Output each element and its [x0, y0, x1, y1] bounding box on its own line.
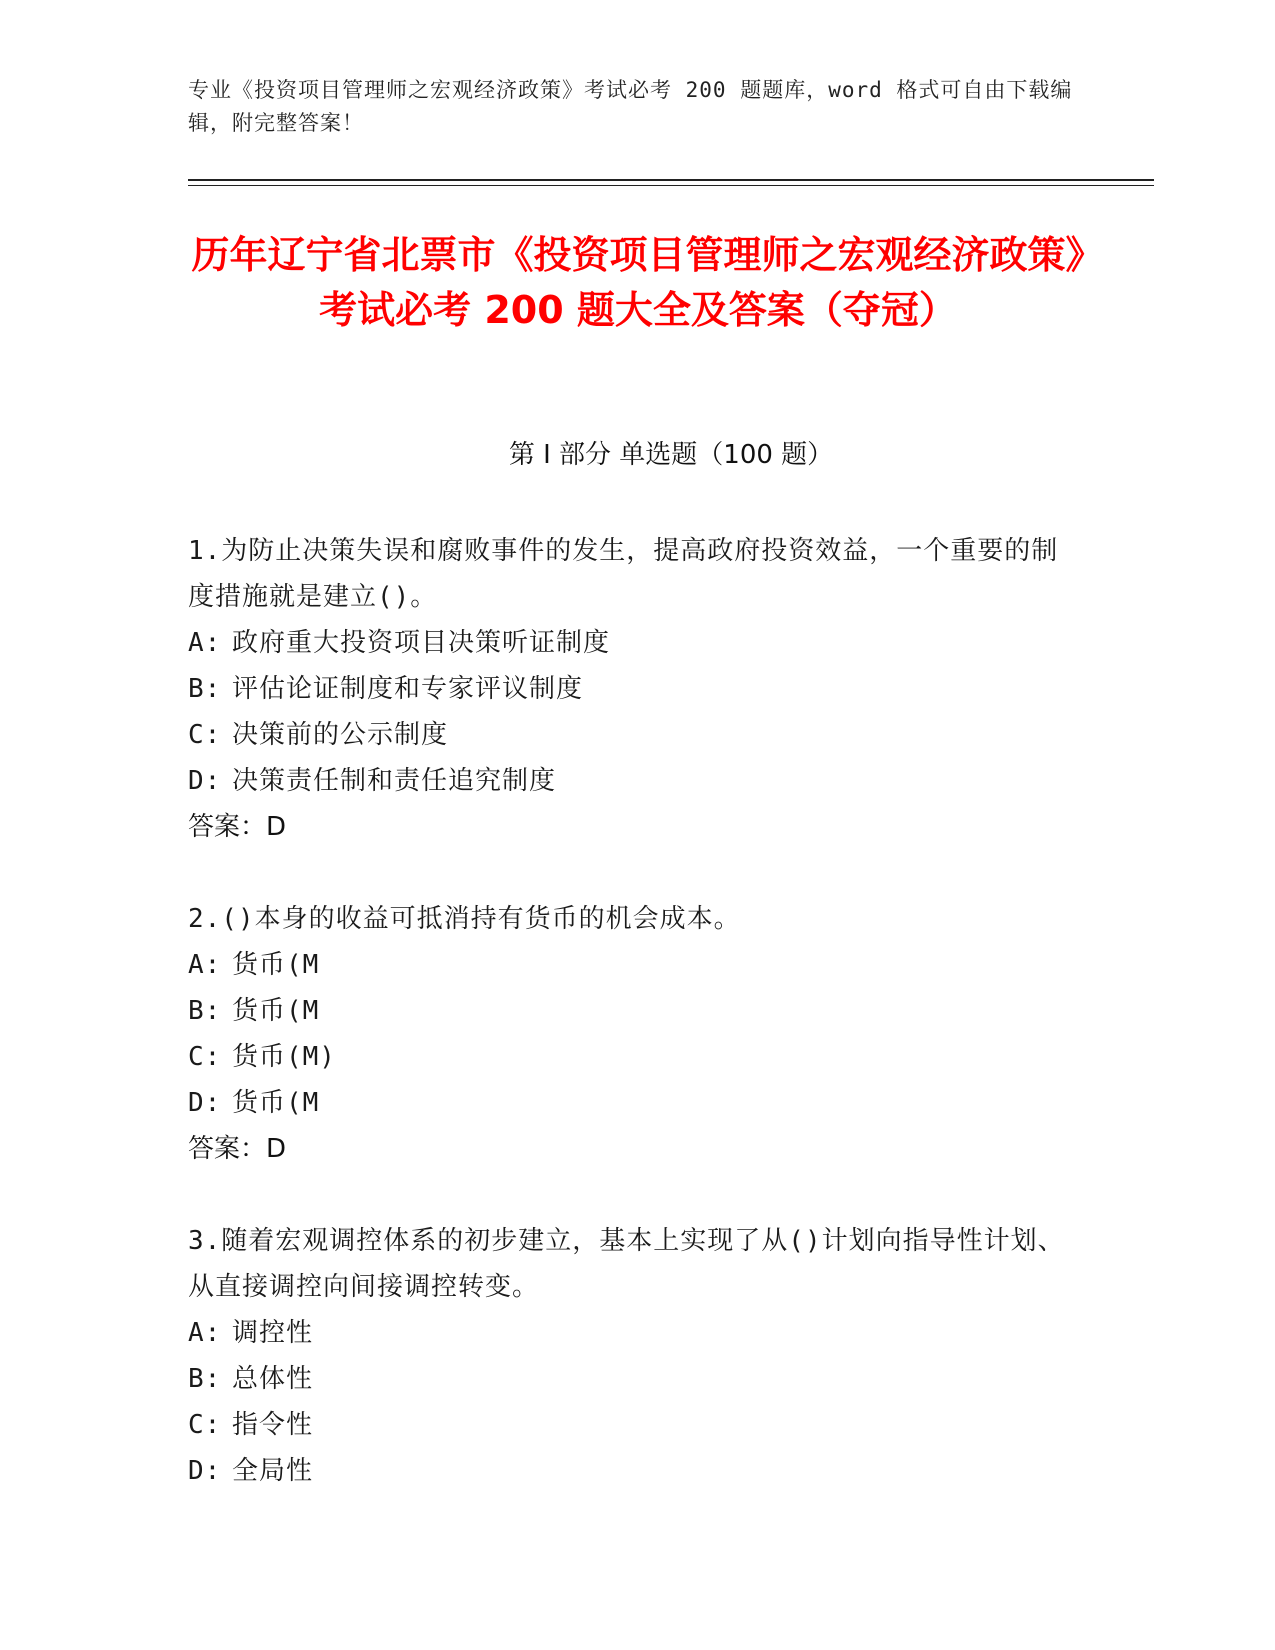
option-d	[188, 1080, 1068, 1126]
question-3	[188, 1218, 1068, 1494]
document-title: 历年辽宁省北票市《投资项目管理师之宏观经济政策》考试必考 200 题大全及答案（夺冠）	[191, 233, 1085, 332]
option-key: D:	[188, 1456, 222, 1486]
option-key: B:	[188, 996, 222, 1026]
option-key: B:	[188, 1364, 222, 1394]
option-key: D:	[188, 1088, 222, 1118]
option-text: 货币(M	[232, 996, 320, 1026]
option-a	[188, 1310, 1068, 1356]
option-c	[188, 1402, 1068, 1448]
option-key: B:	[188, 674, 222, 704]
option-c	[188, 1034, 1068, 1080]
option-text: 货币(M	[232, 950, 320, 980]
question-stem: 2.()本身的收益可抵消持有货币的机会成本。	[188, 904, 741, 934]
option-b	[188, 988, 1068, 1034]
question-1	[188, 528, 1068, 850]
option-key: A:	[188, 950, 222, 980]
question-stem: 1.为防止决策失误和腐败事件的发生，提高政府投资效益，一个重要的制度措施就是建立()。	[188, 536, 1059, 612]
option-text: 政府重大投资项目决策听证制度	[232, 628, 611, 658]
option-key: A:	[188, 1318, 222, 1348]
option-key: C:	[188, 720, 222, 750]
option-c	[188, 712, 1068, 758]
header-note: 专业《投资项目管理师之宏观经济政策》考试必考 200 题题库，word 格式可自由下载编辑，附完整答案！	[188, 78, 1073, 135]
option-key: A:	[188, 628, 222, 658]
option-key: D:	[188, 766, 222, 796]
option-text: 指令性	[232, 1410, 314, 1440]
option-key: C:	[188, 1410, 222, 1440]
option-d	[188, 1448, 1068, 1494]
option-d	[188, 758, 1068, 804]
section-title: 第 I 部分 单选题（100 题）	[508, 440, 834, 470]
header-rule-thin	[188, 185, 1154, 186]
option-text: 决策责任制和责任追究制度	[232, 766, 557, 796]
option-text: 调控性	[232, 1318, 314, 1348]
option-text: 评估论证制度和专家评议制度	[232, 674, 584, 704]
question-stem: 3.随着宏观调控体系的初步建立，基本上实现了从()计划向指导性计划、从直接调控向间接调控转变。	[188, 1226, 1065, 1302]
option-text: 货币(M	[232, 1088, 320, 1118]
question-answer: 答案：D	[188, 812, 287, 842]
option-text: 全局性	[232, 1456, 314, 1486]
question-2	[188, 896, 1068, 1172]
option-text: 决策前的公示制度	[232, 720, 449, 750]
option-text: 总体性	[232, 1364, 314, 1394]
option-key: C:	[188, 1042, 222, 1072]
question-answer: 答案：D	[188, 1134, 287, 1164]
option-a	[188, 942, 1068, 988]
option-text: 货币(M)	[232, 1042, 336, 1072]
option-b	[188, 1356, 1068, 1402]
option-a	[188, 620, 1068, 666]
header-rule-thick	[188, 179, 1154, 181]
option-b	[188, 666, 1068, 712]
question-list	[188, 528, 1068, 1540]
